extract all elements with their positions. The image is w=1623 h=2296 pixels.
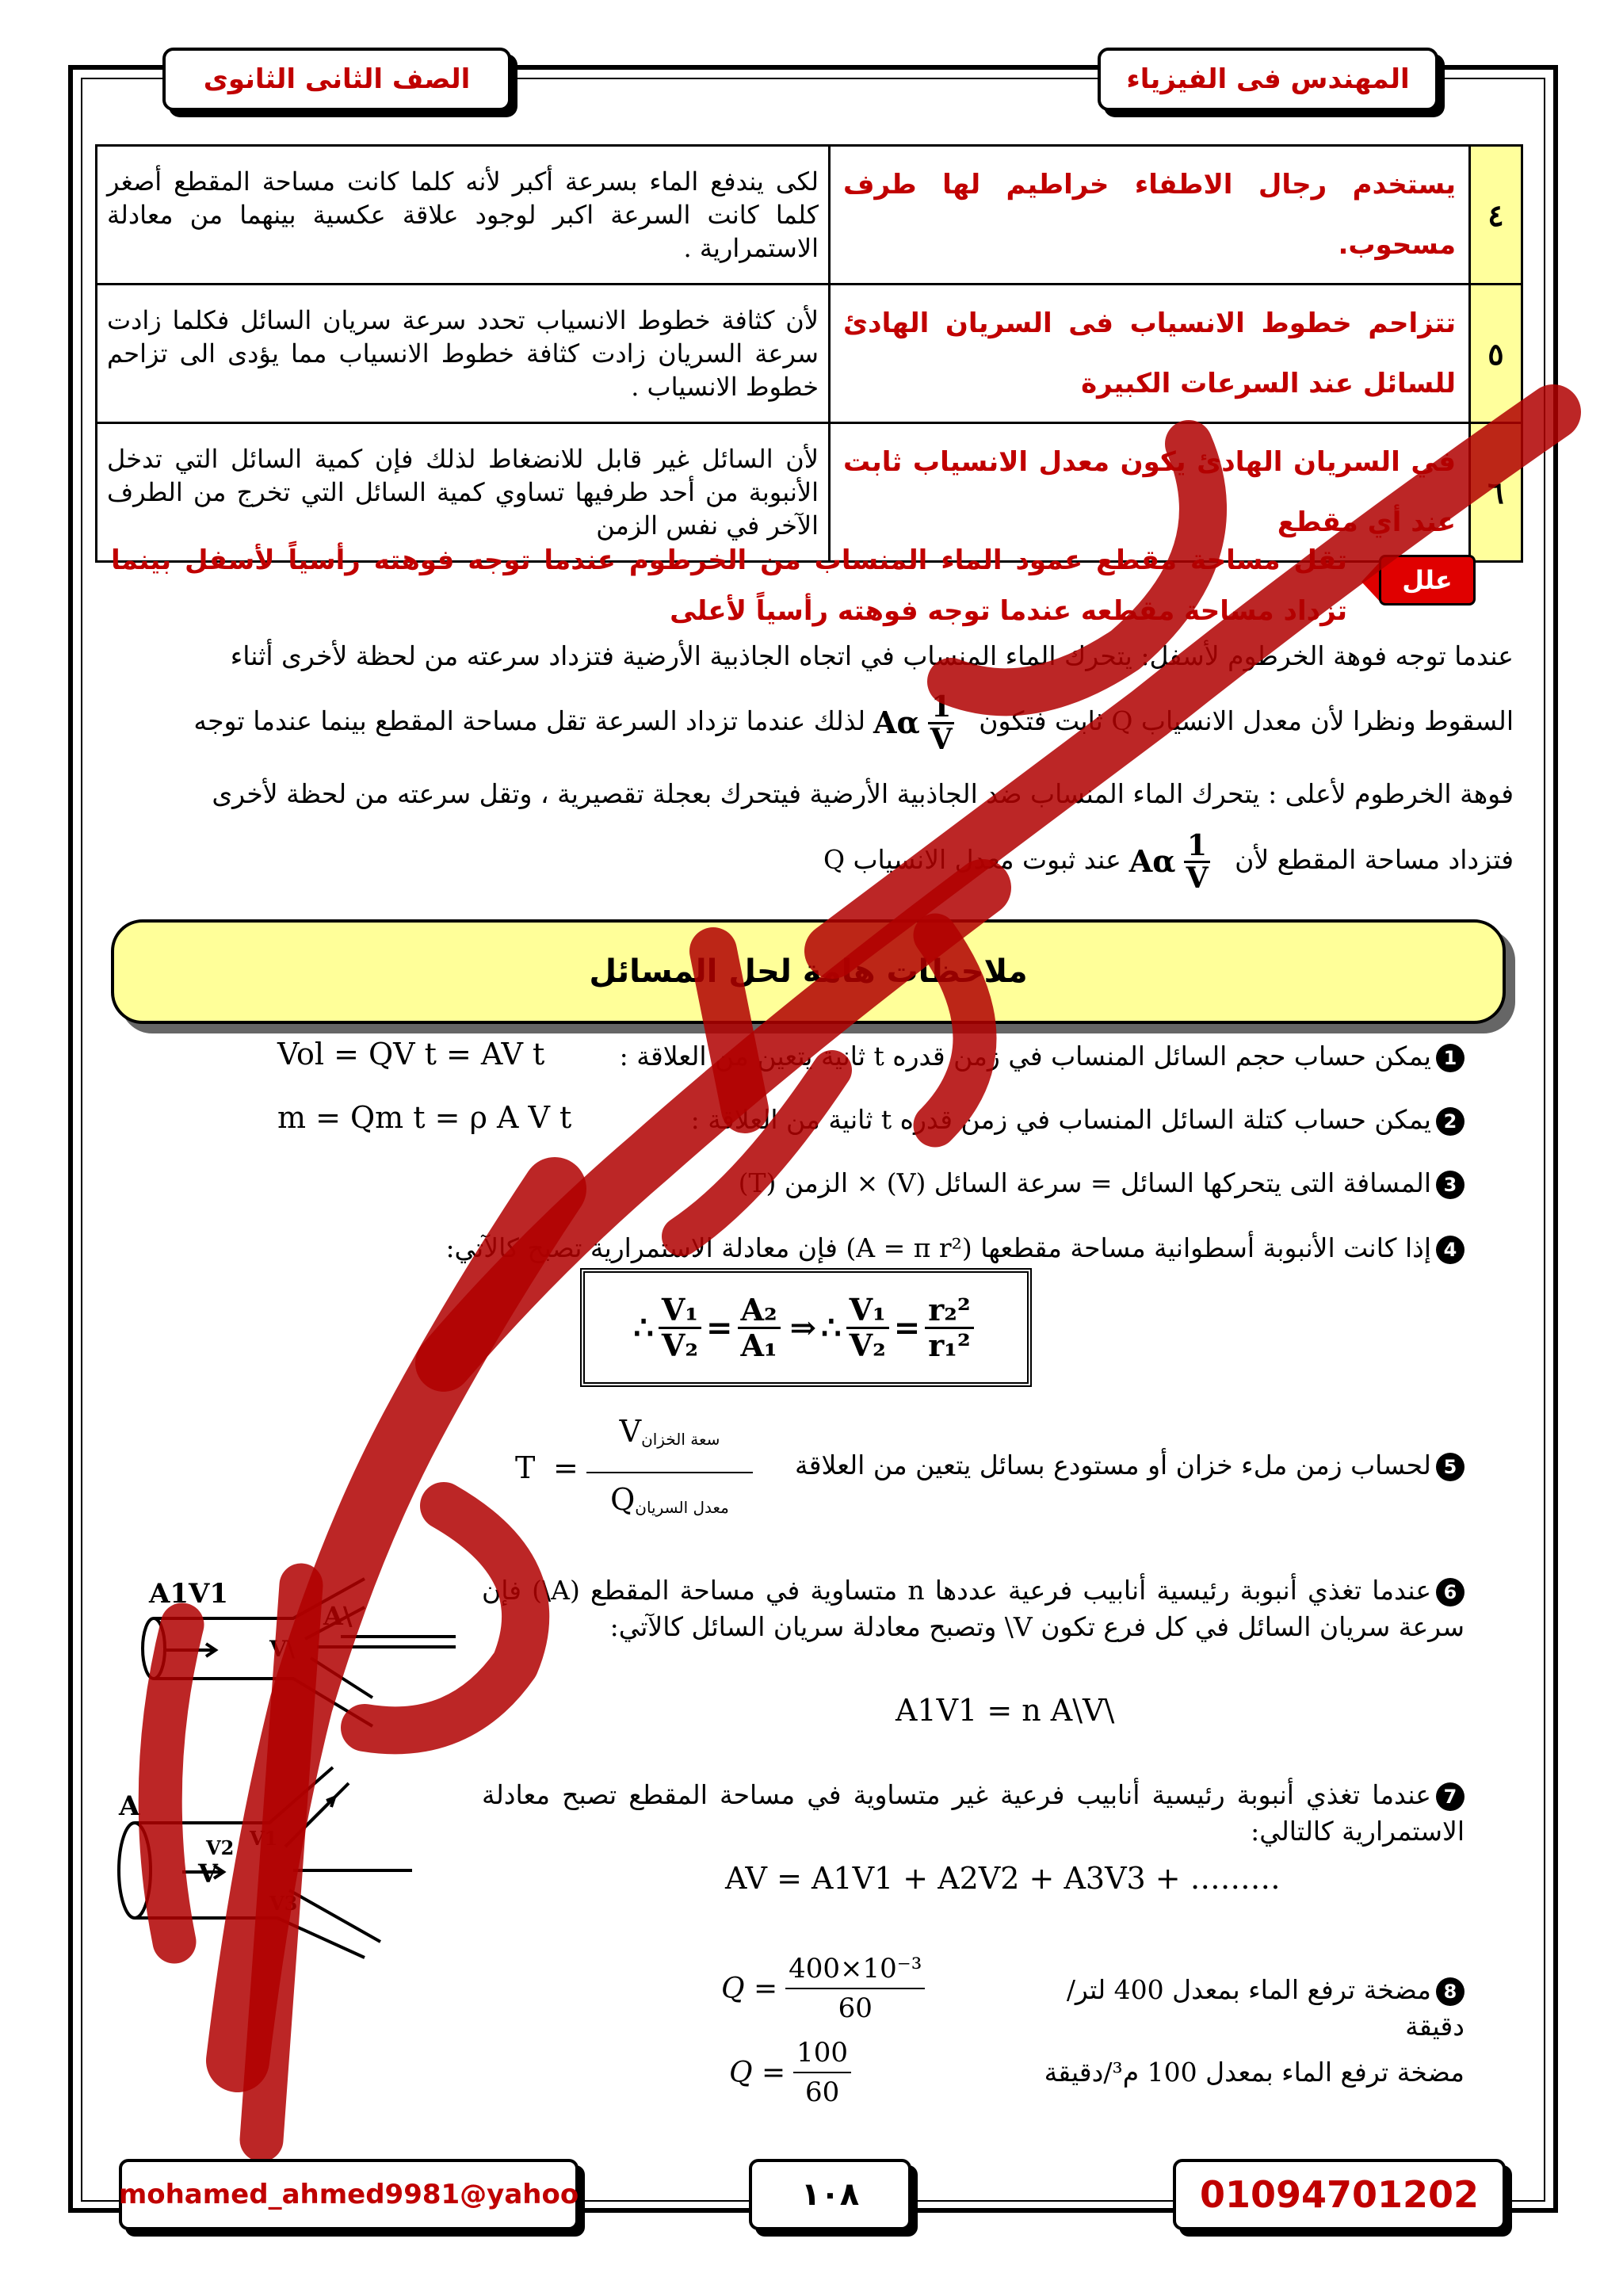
note-3 — [561, 1165, 1465, 1201]
explanation-line-4 — [95, 824, 1514, 897]
note-2 — [561, 1102, 1465, 1138]
proportion-fraction — [1184, 828, 1210, 895]
denominator-subscript: معدل السريان — [635, 1498, 729, 1518]
row-statement: يستخدم رجال الاطفاء خراطيم لها طرف مسحوب. — [830, 146, 1470, 285]
explanation-line-3: فوهة الخرطوم لأعلى : يتحرك الماء المنساب ضد الجاذبية الأرضية فيتحرك بعجلة تقصيرية ، وتقل سرعته من لحظة لأخرى — [212, 778, 1514, 809]
note-bullet: 4 — [1436, 1236, 1465, 1264]
note-bullet: 2 — [1436, 1107, 1465, 1136]
note-4-equation-box — [580, 1268, 1032, 1387]
fraction-numerator: V₁ — [659, 1293, 701, 1329]
therefore-symbol: ∴ — [821, 1308, 842, 1347]
row-answer: لأن السائل غير قابل للانضغاط لذلك فإن كمية السائل التي تدخل الأنبوبة من أحد طرفيها تساوي كمية السائل التي تخرج من الطرف الآخر في نفس الزمن — [97, 423, 830, 562]
note-text: مضخة ترفع الماء بمعدل 100 م³/دقيقة — [1044, 2057, 1465, 2088]
note-8b — [1021, 2054, 1465, 2091]
explanation-line-4a: فتزداد مساحة المقطع لأن — [1235, 844, 1514, 875]
note-4 — [355, 1230, 1465, 1266]
branching-pipe-diagram-equal — [135, 1561, 483, 1752]
row-answer: لأن كثافة خطوط الانسياب تحدد سرعة سريان السائل فكلما زادت سرعة السريان زادت كثافة خطوط الانسياب مما يؤدى الى تزاحم خطوط الانسياب . — [97, 285, 830, 423]
note-7 — [482, 1777, 1465, 1850]
fraction-numerator: 1 — [928, 692, 954, 724]
note-text: المسافة التى يتحركها السائل = سرعة السائل (V) × الزمن (T) — [738, 1167, 1431, 1198]
fraction-numerator: 100 — [793, 2034, 851, 2073]
note-text: عندما تغذي أنبوبة رئيسية أنابيب فرعية عددها n متساوية في مساحة المقطع (A\) فإن سرعة سريان السائل في كل فرع تكون V\ وتصبح معادلة سريان السائل كالآتي: — [482, 1575, 1465, 1642]
row-answer: لكى يندفع الماء بسرعة أكبر لأنه كلما كانت مساحة المقطع أصغر كلما كانت السرعة اكبر لوجود علاقة عكسية بينهما من معادلة الاستمرارية . — [97, 146, 830, 285]
page-number: ١٠٨ — [749, 2159, 911, 2230]
table-row — [97, 285, 1522, 423]
eq-fraction — [738, 1293, 781, 1362]
fraction-denominator: A₁ — [740, 1327, 777, 1363]
fraction-denominator: 60 — [804, 2076, 840, 2108]
proportion-formula — [873, 690, 963, 756]
note-6 — [482, 1572, 1465, 1645]
implies-symbol: ⇒ — [789, 1308, 817, 1347]
note-text: مضخة ترفع الماء بمعدل 400 لتر/دقيقة — [1066, 1974, 1465, 2042]
fraction-denominator: V₂ — [849, 1327, 886, 1363]
note-6-formula: A1V1 = n A\V\ — [896, 1693, 1115, 1728]
eq-fraction — [846, 1293, 889, 1362]
note-2-formula: m = Qm t = ρ A V t — [277, 1100, 572, 1135]
numerator-symbol: V — [619, 1414, 642, 1449]
note-text: عندما تغذي أنبوبة رئيسية أنابيب فرعية غير متساوية في مساحة المقطع تصبح معادلة الاستمرارية كالتالي: — [482, 1779, 1465, 1847]
formula-denominator — [586, 1482, 753, 1517]
diagram1-label-a: A\ — [323, 1601, 353, 1631]
note-1-formula: Vol = QV t = AV t — [277, 1037, 545, 1072]
formula-fraction — [785, 1950, 925, 2027]
note-1 — [561, 1038, 1465, 1075]
footer-phone: 01094701202 — [1173, 2159, 1506, 2230]
row-statement: في السريان الهادئ يكون معدل الانسياب ثابت عند أي مقطع — [830, 423, 1470, 562]
proportion-formula-2 — [1128, 828, 1219, 895]
diagram2-label-v2: V2 — [206, 1836, 235, 1859]
note-text: يمكن حساب كتلة السائل المنساب في زمن قدره t ثانية من العلاقة : — [690, 1104, 1431, 1135]
fraction-numerator: V₁ — [846, 1293, 889, 1329]
note-bullet: 3 — [1436, 1171, 1465, 1199]
fraction-numerator: A₂ — [738, 1293, 781, 1329]
explanation-line-4b: عند ثبوت معدل الانسياب Q — [823, 844, 1121, 875]
header-title-right: المهندس فى الفيزياء — [1098, 48, 1438, 111]
row-statement: تتزاحم خطوط الانسياب فى السريان الهادئ للسائل عند السرعات الكبيرة — [830, 285, 1470, 423]
notes-banner: ملاحظات هامة لحل المسائل — [111, 919, 1506, 1024]
diagram2-label-v3: V3 — [269, 1892, 298, 1915]
fraction-denominator: V₂ — [661, 1327, 698, 1363]
fraction-denominator: V — [930, 722, 953, 756]
numerator-subscript: سعة الخزان — [641, 1430, 720, 1450]
row-number: ٥ — [1470, 285, 1522, 423]
note-text: يمكن حساب حجم السائل المنساب في زمن قدره t ثانية يتعين من العلاقة : — [619, 1041, 1431, 1072]
formula-equals: = — [553, 1450, 579, 1485]
row-number: ٦ — [1470, 423, 1522, 562]
explanation-line-2 — [95, 690, 1514, 755]
formula-lhs: Q = — [721, 1972, 778, 2005]
table-row — [97, 146, 1522, 285]
fraction-denominator: V — [1186, 861, 1209, 895]
note-bullet: 6 — [1436, 1578, 1465, 1606]
fraction-bar — [586, 1472, 753, 1473]
note-bullet: 7 — [1436, 1782, 1465, 1811]
fraction-numerator: 400×10⁻³ — [785, 1950, 925, 1989]
therefore-symbol: ∴ — [633, 1308, 654, 1347]
explanation-line-2b: لذلك عندما تزداد السرعة تقل مساحة المقطع بينما عندما توجه — [193, 705, 865, 736]
diagram2-label-v: V — [198, 1859, 218, 1889]
note-bullet: 8 — [1436, 1977, 1465, 2006]
fraction-denominator: 60 — [838, 1992, 873, 2024]
note-8 — [1021, 1972, 1465, 2045]
fraction-numerator: 1 — [1184, 831, 1210, 863]
fraction-numerator: r₂² — [925, 1293, 973, 1329]
note-8-formula — [721, 1950, 925, 2027]
diagram2-label-v1: V1 — [250, 1827, 278, 1850]
footer-email: mohamed_ahmed9981@yahoo — [119, 2159, 579, 2230]
proportion-lhs: Aα — [873, 705, 920, 740]
formula-fraction — [793, 2034, 851, 2111]
branching-pipe-diagram-unequal — [95, 1752, 412, 1973]
explanation-line-1: عندما توجه فوهة الخرطوم لأسفل: يتحرك الماء المنساب في اتجاه الجاذبية الأرضية فتزداد سرعته من لحظة لأخرى أثناء — [230, 640, 1514, 671]
note-5-formula — [515, 1414, 769, 1525]
row-number: ٤ — [1470, 146, 1522, 285]
header-title-left: الصف الثانى الثانوى — [162, 48, 511, 111]
note-8b-formula — [729, 2034, 851, 2111]
formula-numerator — [586, 1414, 753, 1449]
denominator-symbol: Q — [610, 1482, 636, 1517]
ilal-question: تقل مساحة مقطع عمود الماء المنساب من الخرطوم عندما توجه فوهته رأسياً لأسفل بينما تزداد مساحة مقطعه عندما توجه فوهته رأسياً لأعلى — [111, 544, 1347, 627]
equals-sign: = — [706, 1308, 733, 1347]
diagram2-label-a: A — [119, 1790, 140, 1822]
explanation-line-2a: السقوط ونظرا لأن معدل الانسياب Q ثابت فتكون — [979, 705, 1514, 736]
note-bullet: 1 — [1436, 1044, 1465, 1072]
equals-sign: = — [893, 1308, 921, 1347]
ilal-badge: علل — [1379, 555, 1476, 606]
formula-T: T — [515, 1450, 536, 1485]
diagram1-label-a1v1: A1V1 — [149, 1578, 229, 1610]
proportion-fraction — [928, 692, 954, 755]
note-5 — [783, 1447, 1465, 1484]
formula-lhs: Q = — [729, 2056, 786, 2089]
eq-fraction — [925, 1293, 973, 1362]
fraction-denominator: r₁² — [928, 1327, 971, 1363]
note-bullet: 5 — [1436, 1453, 1465, 1481]
diagram1-label-v: V\ — [269, 1636, 295, 1662]
note-7-formula: AV = A1V1 + A2V2 + A3V3 + ……… — [725, 1861, 1281, 1896]
reasons-table — [95, 144, 1523, 563]
note-text: لحساب زمن ملء خزان أو مستودع بسائل يتعين من العلاقة — [795, 1450, 1431, 1480]
eq-fraction — [659, 1293, 701, 1362]
proportion-lhs: Aα — [1128, 843, 1176, 879]
note-text: إذا كانت الأنبوبة أسطوانية مساحة مقطعها (A = π r²) فإن معادلة الاستمرارية تصبح كالآتي: — [445, 1232, 1431, 1263]
